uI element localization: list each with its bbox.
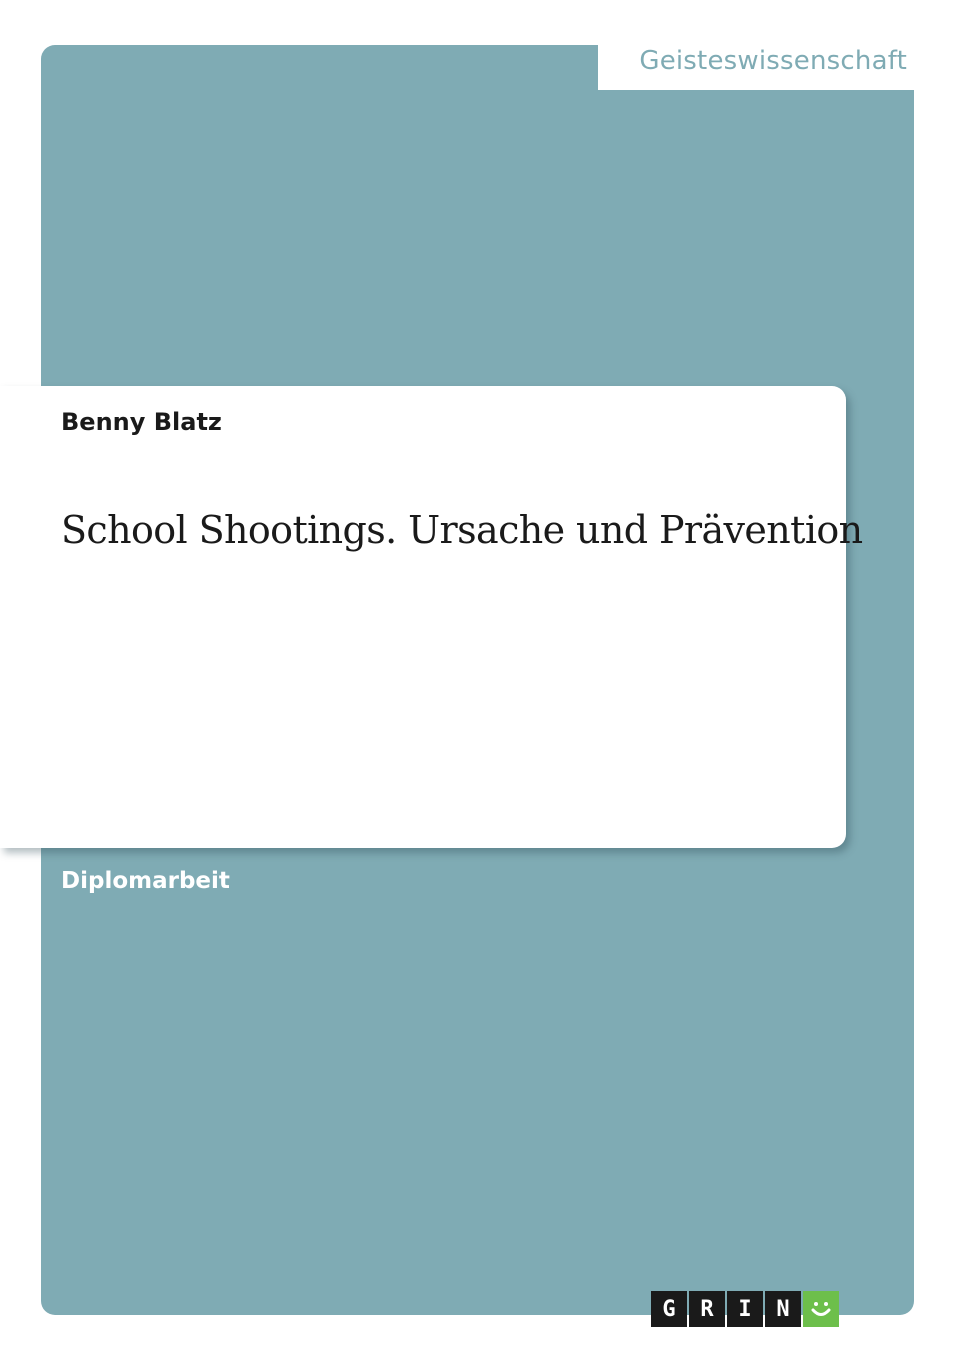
logo-letter-i: I — [727, 1291, 763, 1327]
logo-letter-n: N — [765, 1291, 801, 1327]
smile-icon — [803, 1291, 839, 1327]
category-label: Geisteswissenschaft — [639, 46, 907, 76]
document-type: Diplomarbeit — [61, 868, 230, 894]
book-title: School Shootings. Ursache und Prävention — [61, 508, 863, 552]
publisher-logo — [651, 1291, 839, 1327]
title-card — [0, 386, 846, 848]
logo-letter-g: G — [651, 1291, 687, 1327]
logo-letter-r: R — [689, 1291, 725, 1327]
author-name: Benny Blatz — [61, 408, 222, 436]
